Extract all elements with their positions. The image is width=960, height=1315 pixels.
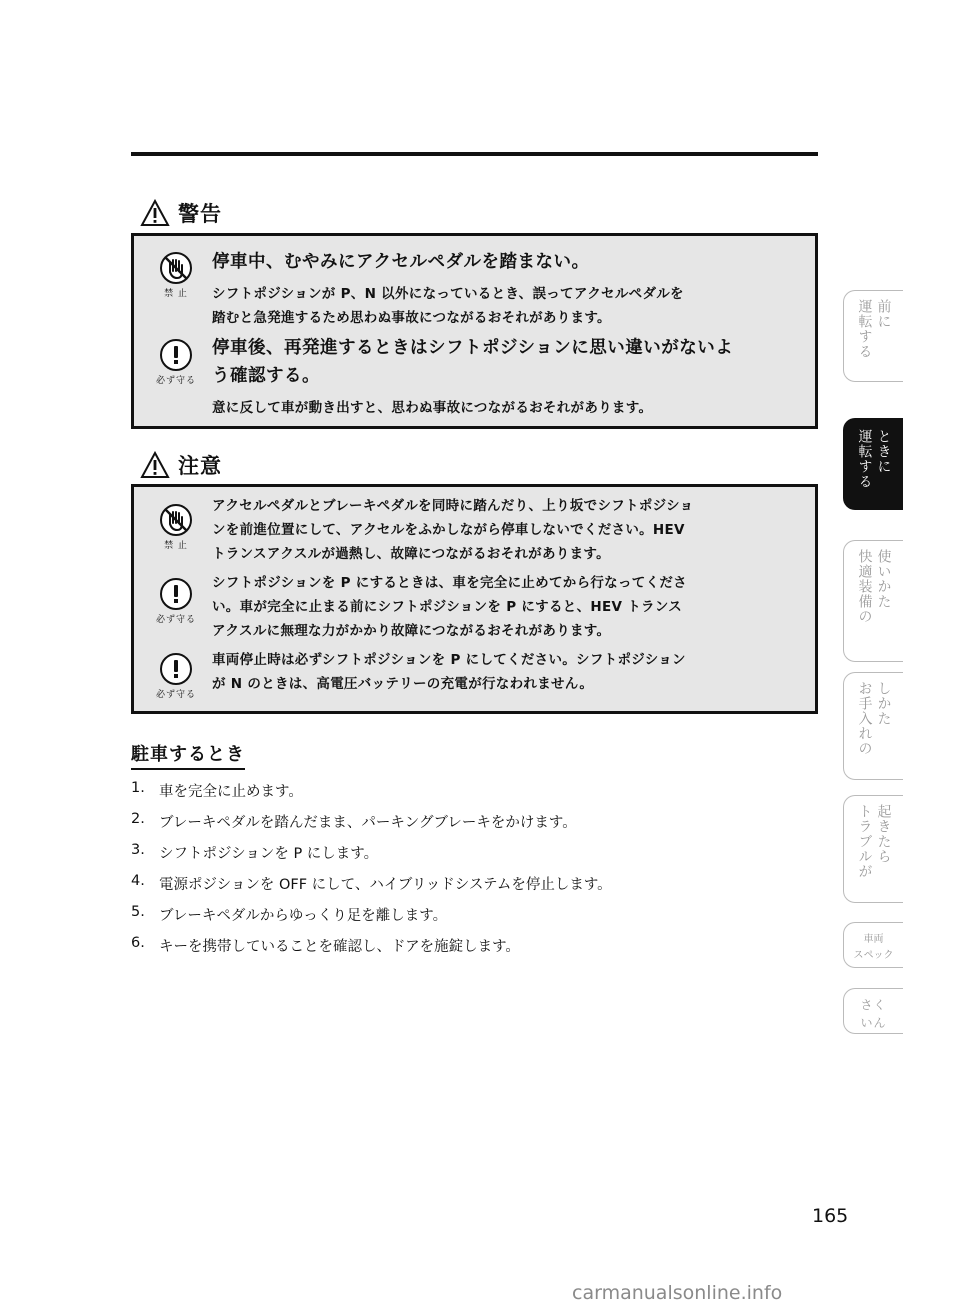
- tab-index[interactable]: [843, 988, 903, 1034]
- prohibited-symbol: [156, 251, 196, 299]
- list-item: [131, 780, 811, 811]
- text-line: シフトポジションを P にするときは、車を完全に止めてから行なってくださ: [212, 575, 687, 591]
- tab-before-driving[interactable]: [843, 290, 903, 382]
- tab-label: 前に: [875, 299, 892, 329]
- warning-item-1: [212, 248, 801, 330]
- tab-label: 運転する: [856, 429, 873, 489]
- step-text: キーを携帯していることを確認し、ドアを施錠します。: [159, 939, 520, 955]
- tab-label: スペック: [853, 950, 894, 961]
- text-line: い。車が完全に止まる前にシフトポジションを P にすると、HEV トランス: [212, 599, 683, 615]
- prohibited-caption: 禁 止: [164, 541, 188, 551]
- caution-box: [131, 484, 818, 714]
- step-text: ブレーキペダルを踏んだまま、パーキングブレーキをかけます。: [159, 815, 577, 831]
- text-line: トランスアクスルが過熱し、故障につながるおそれがあります。: [212, 546, 610, 562]
- step-number: 3.: [131, 842, 145, 858]
- text-line: 踏むと急発進するため思わぬ事故につながるおそれがあります。: [212, 310, 611, 326]
- mandatory-caption: 必ず守る: [156, 376, 197, 386]
- exclamation-circle-icon: [159, 577, 193, 611]
- tab-label: さく: [860, 997, 887, 1012]
- tab-label: 車両: [863, 934, 884, 945]
- list-item: [131, 873, 811, 904]
- tab-while-driving[interactable]: [843, 418, 903, 510]
- caution-title: 注意: [178, 454, 222, 478]
- mandatory-caption: 必ず守る: [156, 615, 197, 625]
- tab-troubleshooting[interactable]: [843, 795, 903, 903]
- warning-heading: [140, 198, 222, 228]
- text-line: シフトポジションが P、N 以外になっているとき、誤ってアクセルペダルを: [212, 286, 684, 302]
- tab-label: しかた: [875, 681, 892, 726]
- tab-comfort-features[interactable]: [843, 540, 903, 662]
- caution-item-3: [212, 648, 801, 696]
- step-number: 5.: [131, 904, 145, 920]
- tab-label: 快適装備の: [856, 549, 873, 624]
- list-item: [131, 811, 811, 842]
- prohibited-symbol: [156, 503, 196, 551]
- list-item: [131, 935, 811, 966]
- warning-item-body: [212, 282, 801, 330]
- tab-maintenance[interactable]: [843, 672, 903, 780]
- step-text: シフトポジションを P にします。: [159, 846, 379, 862]
- tab-label: ときに: [875, 429, 892, 474]
- warning-title: 警告: [178, 202, 222, 226]
- parking-steps: [131, 780, 811, 966]
- warning-triangle-icon: [140, 199, 170, 227]
- exclamation-circle-icon: [159, 652, 193, 686]
- text-line: アクセルペダルとブレーキペダルを同時に踏んだり、上り坂でシフトポジショ: [212, 498, 694, 514]
- list-item: [131, 904, 811, 935]
- list-item: [131, 842, 811, 873]
- caution-item-2: [212, 571, 801, 643]
- tab-label: いん: [860, 1015, 887, 1030]
- top-rule: [131, 152, 818, 156]
- tab-vehicle-specs[interactable]: [843, 922, 903, 968]
- text-line: ンを前進位置にして、アクセルをふかしながら停車しないでください。HEV: [212, 522, 685, 538]
- step-number: 6.: [131, 935, 145, 951]
- text-line: 車両停止時は必ずシフトポジションを P にしてください。シフトポジション: [212, 652, 686, 668]
- warning-item-heading: 停車中、むやみにアクセルペダルを踏まない。: [212, 252, 590, 272]
- mandatory-symbol: [156, 338, 196, 386]
- caution-heading: [140, 450, 222, 480]
- text-line: 意に反して車が動き出すと、思わぬ事故につながるおそれがあります。: [212, 400, 653, 416]
- step-text: ブレーキペダルからゆっくり足を離します。: [159, 908, 448, 924]
- warning-box: [131, 233, 818, 429]
- text-line: う確認する。: [212, 366, 320, 386]
- warning-item-heading: [212, 334, 801, 390]
- caution-triangle-icon: [140, 451, 170, 479]
- watermark: carmanualsonline.info: [572, 1282, 783, 1304]
- prohibited-hand-icon: [159, 251, 193, 285]
- tab-label: お手入れの: [856, 681, 873, 756]
- text-line: が N のときは、高電圧バッテリーの充電が行なわれません。: [212, 676, 594, 692]
- caution-item-1: [212, 494, 801, 566]
- step-number: 1.: [131, 780, 145, 796]
- text-line: 停車後、再発進するときはシフトポジションに思い違いがないよ: [212, 338, 734, 358]
- text-line: アクスルに無理な力がかかり故障につながるおそれがあります。: [212, 623, 611, 639]
- step-text: 車を完全に止めます。: [159, 784, 303, 800]
- step-number: 4.: [131, 873, 145, 889]
- prohibited-hand-icon: [159, 503, 193, 537]
- exclamation-circle-icon: [159, 338, 193, 372]
- tab-label: 起きたら: [875, 804, 892, 864]
- page-number: 165: [812, 1205, 849, 1227]
- step-number: 2.: [131, 811, 145, 827]
- tab-label: 運転する: [856, 299, 873, 359]
- warning-item-2: [212, 334, 801, 420]
- mandatory-symbol: [156, 577, 196, 625]
- prohibited-caption: 禁 止: [164, 289, 188, 299]
- warning-item-body: [212, 396, 801, 420]
- step-text: 電源ポジションを OFF にして、ハイブリッドシステムを停止します。: [159, 877, 612, 893]
- mandatory-caption: 必ず守る: [156, 690, 197, 700]
- mandatory-symbol: [156, 652, 196, 700]
- tab-label: 使いかた: [875, 549, 892, 609]
- tab-label: トラブルが: [856, 804, 873, 879]
- parking-heading: 駐車するとき: [131, 740, 245, 770]
